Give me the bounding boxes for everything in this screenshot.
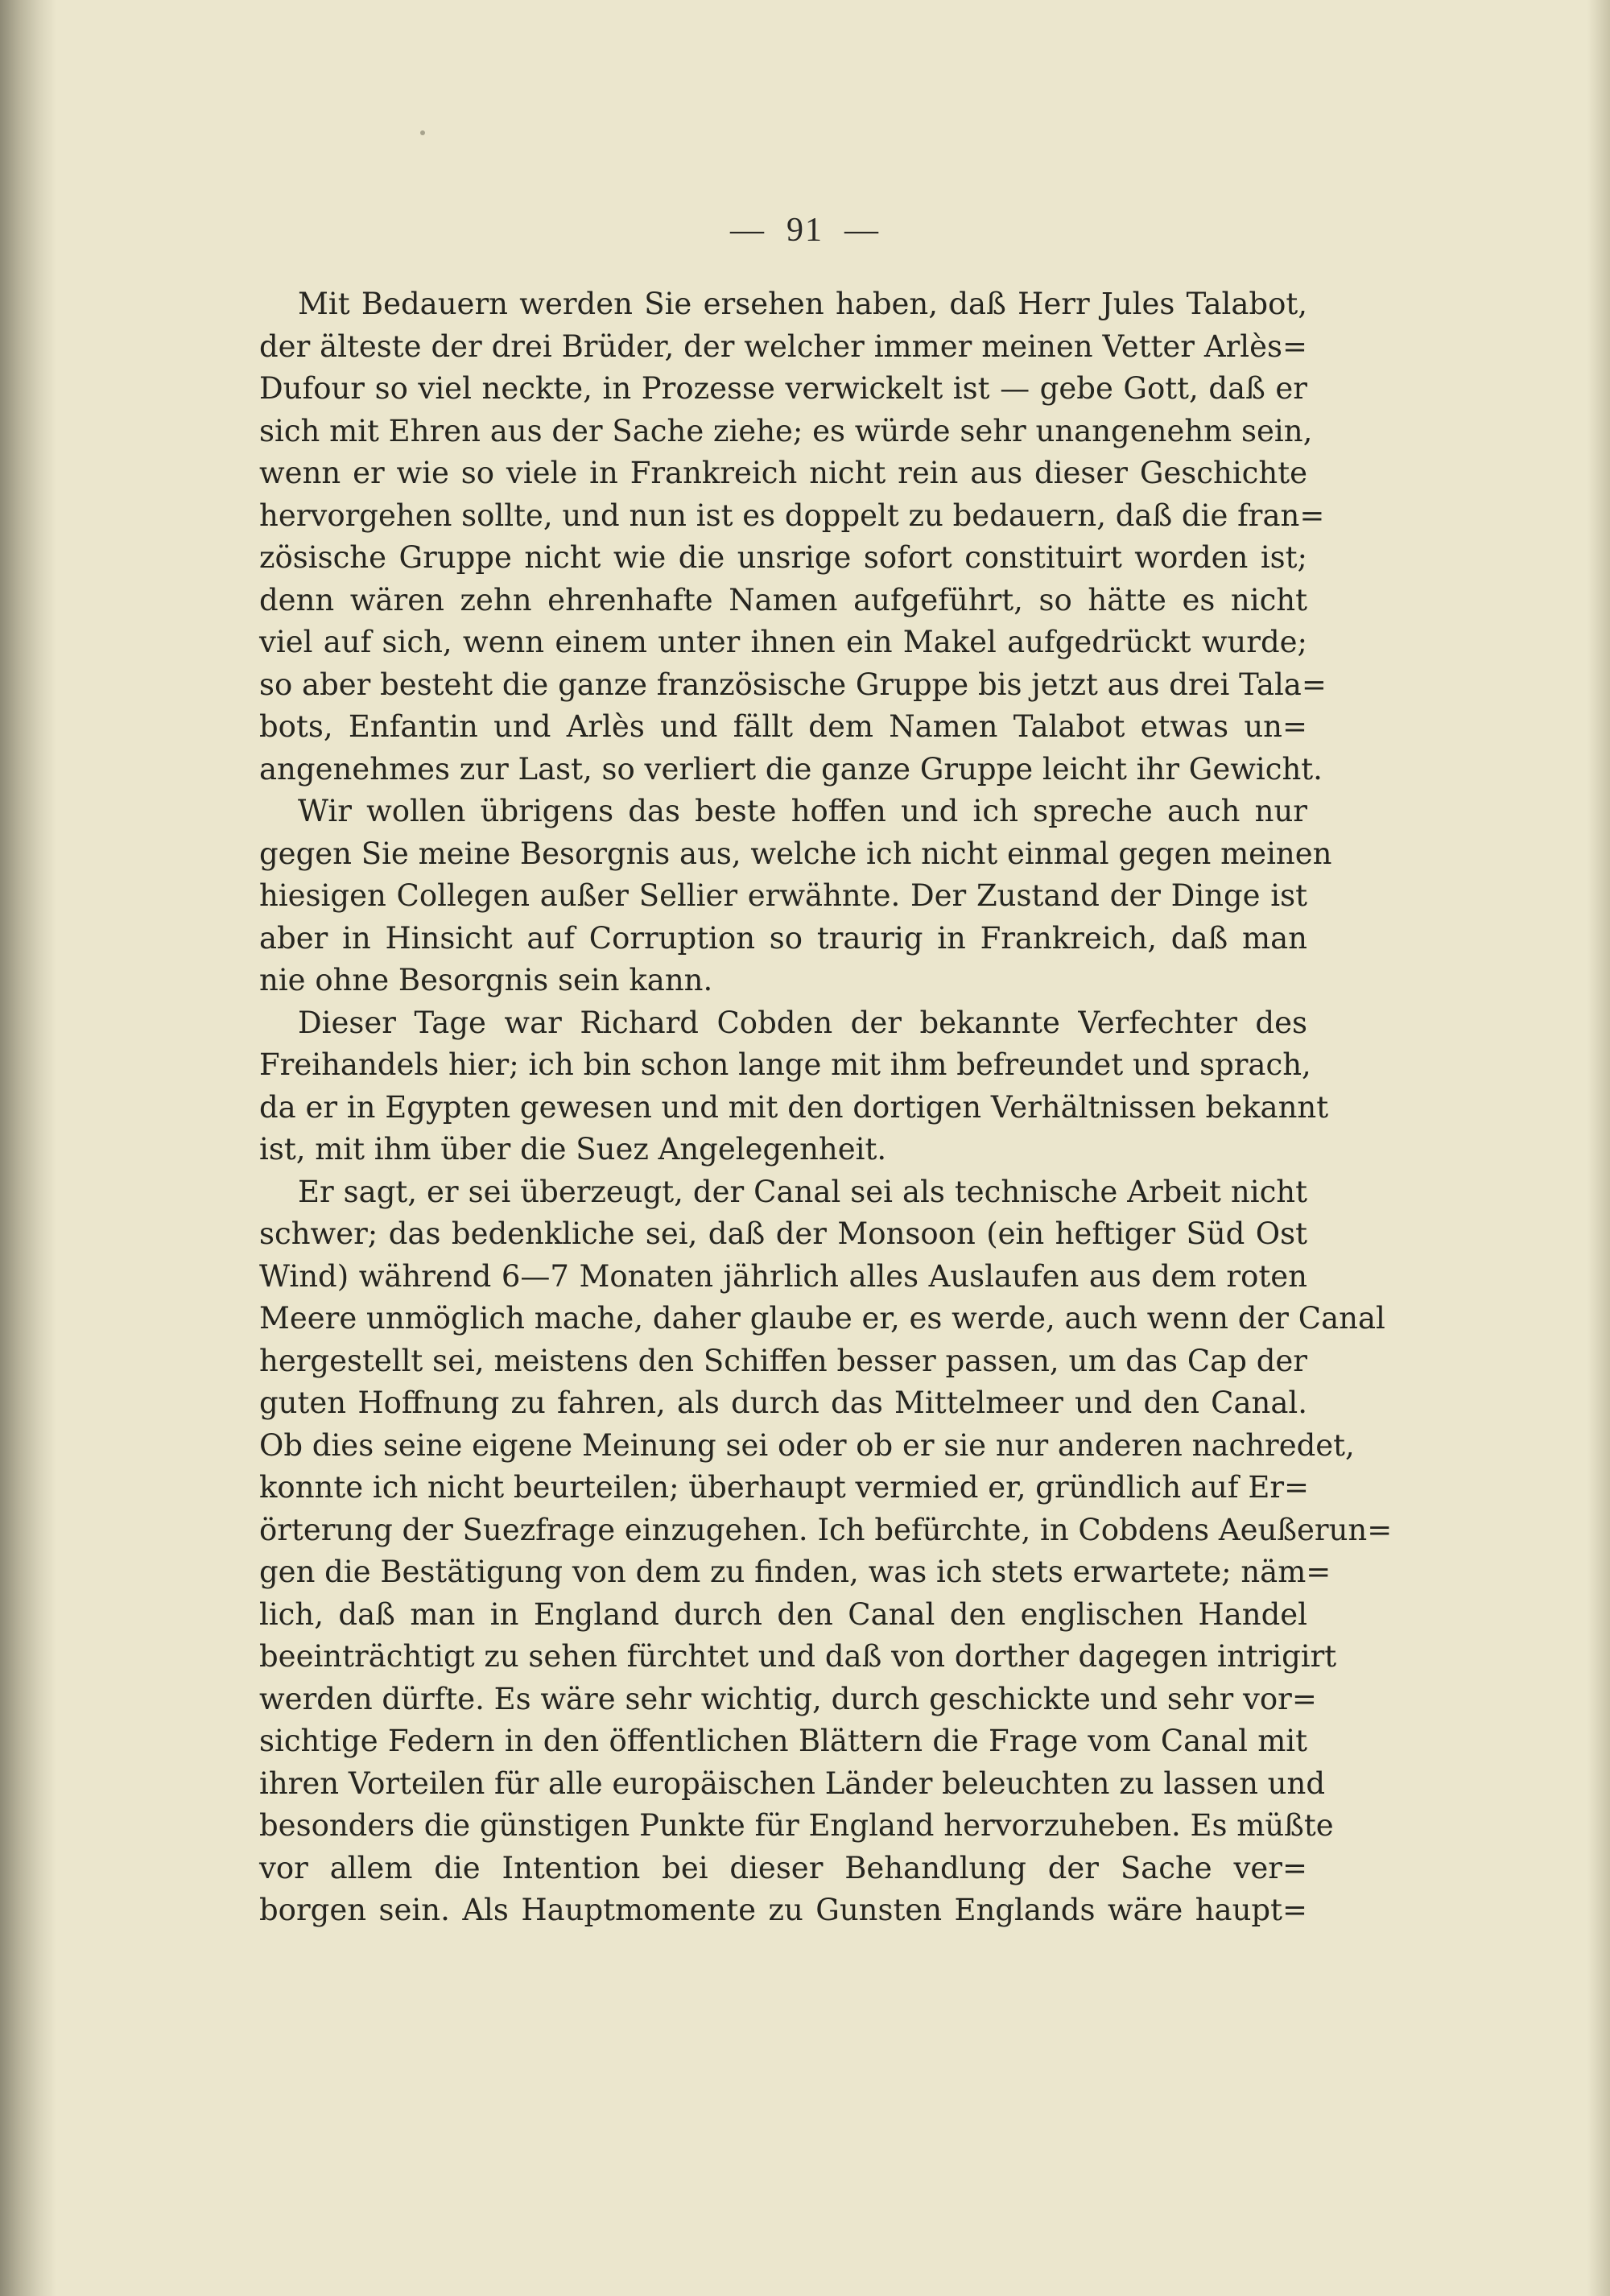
text-line: so aber besteht die ganze französische Gruppe bis jetzt aus drei Tala=: [259, 667, 1327, 702]
page-number: [0, 211, 1610, 250]
text-line: aber in Hinsicht auf Corruption so traurig in Frankreich, daß man: [259, 920, 1307, 956]
dust-speck: [420, 130, 425, 135]
text-line: schwer; das bedenkliche sei, daß der Monsoon (ein heftiger Süd Ost: [259, 1216, 1307, 1251]
text-line: örterung der Suezfrage einzugehen. Ich befürchte, in Cobdens Aeußerun=: [259, 1512, 1393, 1547]
text-line: Freihandels hier; ich bin schon lange mit ihm befreundet und sprach,: [259, 1047, 1311, 1082]
body-text: [259, 283, 1393, 1932]
text-line: borgen sein. Als Hauptmomente zu Gunsten Englands wäre haupt=: [259, 1893, 1307, 1927]
text-line: werden dürfte. Es wäre sehr wichtig, durch geschickte und sehr vor=: [259, 1681, 1317, 1716]
text-line: beeinträchtigt zu sehen fürchtet und daß von dorther dagegen intrigirt: [259, 1639, 1337, 1674]
text-line: lich, daß man in England durch den Canal den englischen Handel: [259, 1596, 1307, 1632]
text-line: bots, Enfantin und Arlès und fällt dem Namen Talabot etwas un=: [259, 709, 1307, 744]
text-line: Ob dies seine eigene Meinung sei oder ob er sie nur anderen nachredet,: [259, 1427, 1355, 1463]
text-line: wenn er wie so viele in Frankreich nicht rein aus dieser Geschichte: [259, 456, 1307, 490]
page-number-dash-left: —: [730, 212, 766, 249]
text-line: denn wären zehn ehrenhafte Namen aufgeführt, so hätte es nicht: [259, 582, 1307, 617]
text-line: Dieser Tage war Richard Cobden der bekannte Verfechter des: [298, 1005, 1307, 1040]
text-line: Wir wollen übrigens das beste hoffen und ich spreche auch nur: [298, 794, 1307, 828]
text-line: Dufour so viel neckte, in Prozesse verwickelt ist — gebe Gott, daß er: [259, 371, 1307, 406]
text-line: Er sagt, er sei überzeugt, der Canal sei als technische Arbeit nicht: [298, 1174, 1307, 1209]
text-line: gen die Bestätigung von dem zu finden, was ich stets erwartete; näm=: [259, 1555, 1331, 1589]
text-line: der älteste der drei Brüder, der welcher immer meinen Vetter Arlès=: [259, 328, 1307, 364]
page-number-value: 91: [786, 212, 824, 249]
text-line: angenehmes zur Last, so verliert die ganze Gruppe leicht ihr Gewicht.: [259, 751, 1323, 787]
text-line: gegen Sie meine Besorgnis aus, welche ich nicht einmal gegen meinen: [259, 836, 1332, 871]
text-line: hiesigen Collegen außer Sellier erwähnte. Der Zustand der Dinge ist: [259, 878, 1307, 913]
text-line: zösische Gruppe nicht wie die unsrige sofort constituirt worden ist;: [259, 540, 1307, 575]
text-line: Wind) während 6—7 Monaten jährlich alles Auslaufen aus dem roten: [259, 1258, 1307, 1294]
text-line: ihren Vorteilen für alle europäischen Länder beleuchten zu lassen und: [259, 1765, 1326, 1801]
page-edge: [1587, 0, 1610, 2296]
text-line: konnte ich nicht beurteilen; überhaupt vermied er, gründlich auf Er=: [259, 1470, 1310, 1505]
binding-shadow: [0, 0, 56, 2296]
text-line: guten Hoffnung zu fahren, als durch das Mittelmeer und den Canal.: [259, 1385, 1307, 1420]
text-line: hergestellt sei, meistens den Schiffen besser passen, um das Cap der: [259, 1343, 1307, 1378]
text-line: vor allem die Intention bei dieser Behandlung der Sache ver=: [259, 1850, 1307, 1885]
text-line: sich mit Ehren aus der Sache ziehe; es würde sehr unangenehm sein,: [259, 413, 1313, 448]
text-line: viel auf sich, wenn einem unter ihnen ein Makel aufgedrückt wurde;: [259, 625, 1307, 659]
text-line: ist, mit ihm über die Suez Angelegenheit.: [259, 1132, 887, 1167]
text-line: Mit Bedauern werden Sie ersehen haben, daß Herr Jules Talabot,: [298, 287, 1307, 321]
text-line: hervorgehen sollte, und nun ist es doppelt zu bedauern, daß die fran=: [259, 498, 1325, 533]
page-number-dash-right: —: [844, 212, 880, 249]
text-line: besonders die günstigen Punkte für England hervorzuheben. Es müßte: [259, 1808, 1334, 1843]
text-line: da er in Egypten gewesen und mit den dortigen Verhältnissen bekannt: [259, 1089, 1329, 1125]
text-line: nie ohne Besorgnis sein kann.: [259, 963, 713, 997]
text-line: sichtige Federn in den öffentlichen Blättern die Frage vom Canal mit: [259, 1724, 1307, 1758]
text-line: Meere unmöglich mache, daher glaube er, es werde, auch wenn der Canal: [259, 1301, 1385, 1336]
